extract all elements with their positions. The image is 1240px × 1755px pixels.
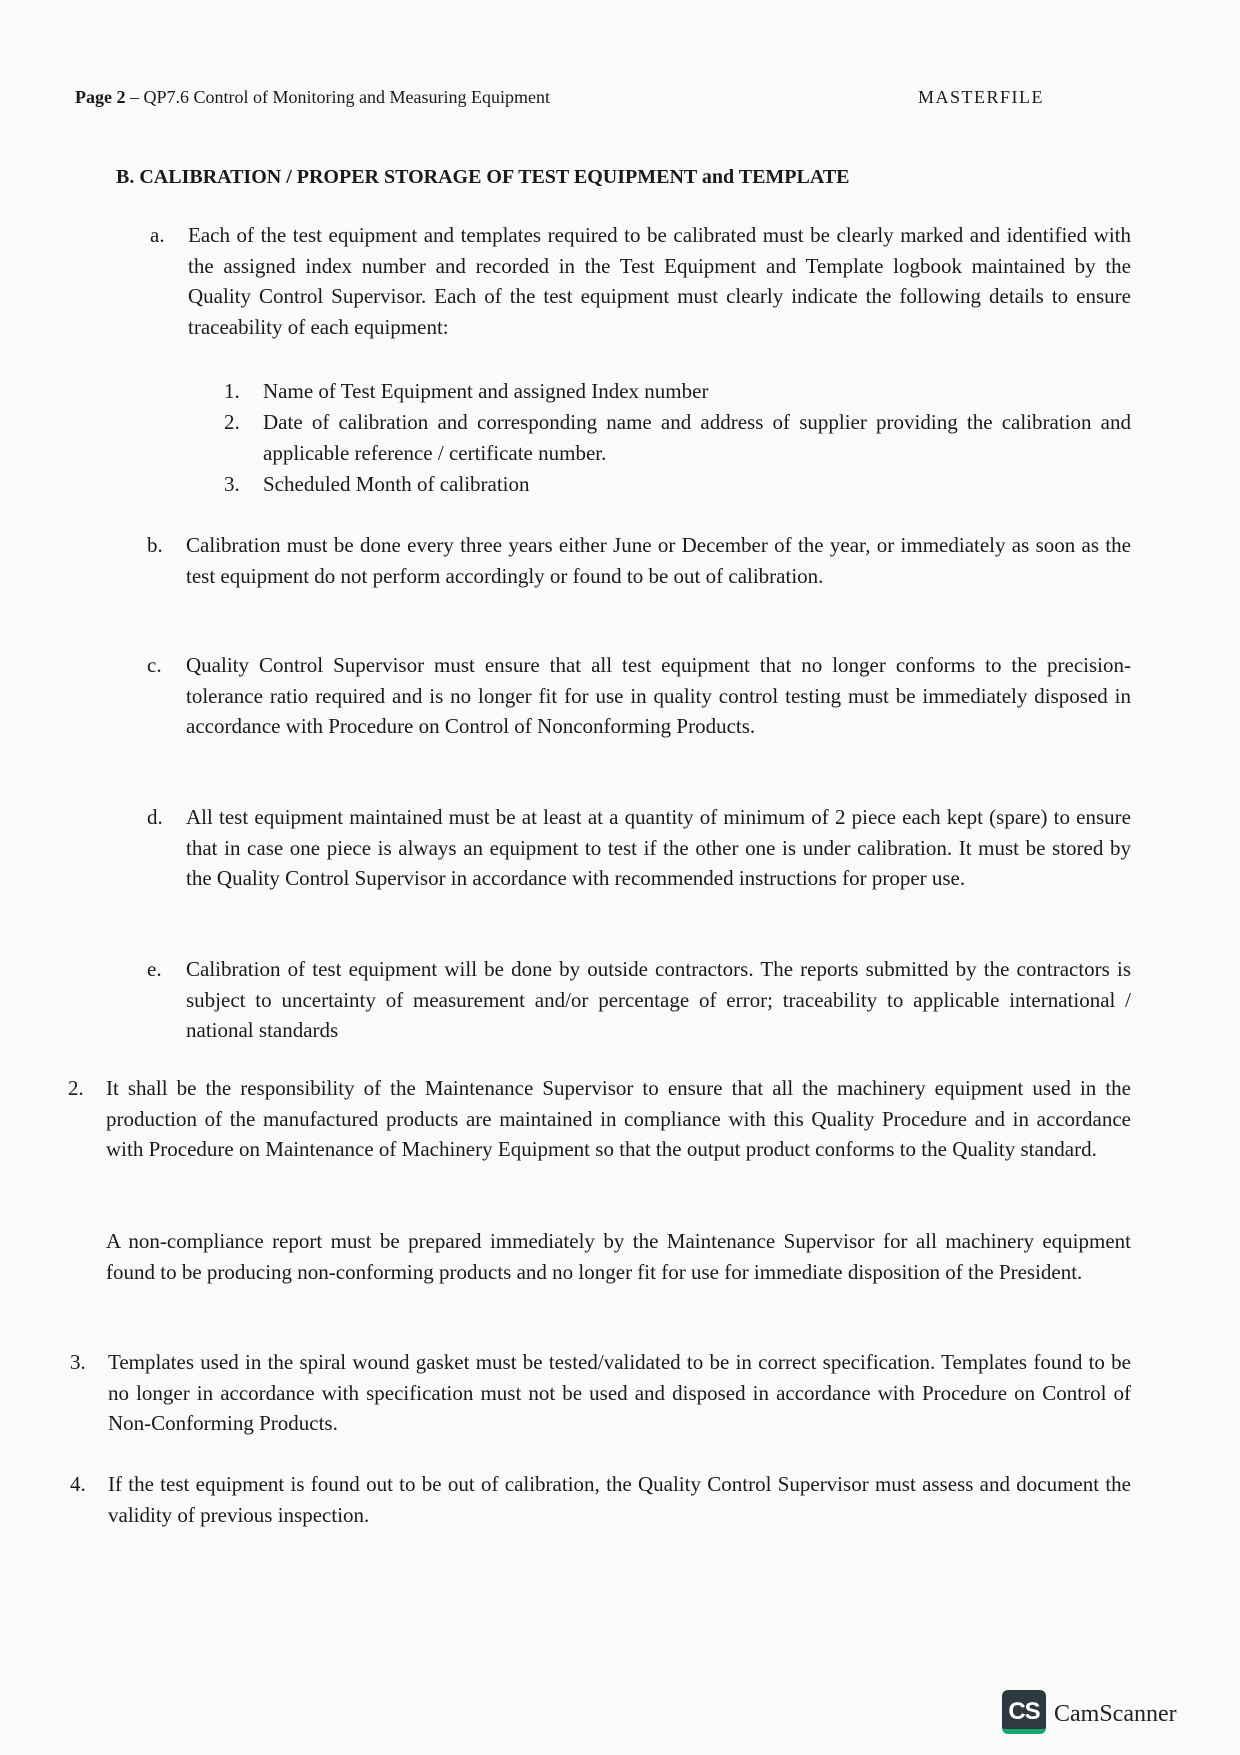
list-item-e [147, 954, 1131, 1046]
procedure-title: – QP7.6 Control of Monitoring and Measuring Equipment [125, 87, 550, 107]
item-marker: b. [147, 533, 163, 557]
numbered-item-3 [68, 1347, 1131, 1439]
item-marker: 2. [68, 1076, 84, 1100]
item-marker: 4. [70, 1472, 86, 1496]
item-marker: a. [150, 223, 165, 247]
item-text: If the test equipment is found out to be out of calibration, the Quality Control Supervisor must assess and document the validity of previous inspection. [108, 1472, 1131, 1527]
non-compliance-paragraph [106, 1226, 1131, 1287]
item-text: Scheduled Month of calibration [263, 472, 530, 496]
list-item-a [150, 220, 1131, 342]
item-text: Each of the test equipment and templates required to be calibrated must be clearly marked and identified with the assigned index number and recorded in the Test Equipment and Template logbook maintained by the Quality Control Supervisor. Each of the test equipment must clearly indicate the following details to ensure traceability of each equipment: [188, 223, 1131, 339]
page-header [75, 86, 550, 108]
item-marker: 3. [70, 1350, 86, 1374]
detail-item-3 [224, 469, 1131, 500]
item-text: Calibration must be done every three years either June or December of the year, or immediately as soon as the test equipment do not perform accordingly or found to be out of calibration. [186, 533, 1131, 588]
item-text: Name of Test Equipment and assigned Index number [263, 379, 709, 403]
item-text: Quality Control Supervisor must ensure that all test equipment that no longer conforms to the precision-tolerance ratio required and is no longer fit for use in quality control testing must be immediately disposed in accordance with Procedure on Control of Nonconforming Products. [186, 653, 1131, 738]
list-item-b [147, 530, 1131, 591]
list-item-d [147, 802, 1131, 894]
item-text: Date of calibration and corresponding name and address of supplier providing the calibration and applicable reference / certificate number. [263, 410, 1131, 465]
numbered-item-2 [68, 1073, 1131, 1165]
camscanner-logo-icon: CS [1002, 1690, 1046, 1734]
item-marker: 1. [224, 379, 240, 403]
camscanner-watermark: CamScanner [1054, 1701, 1177, 1727]
numbered-item-4 [68, 1469, 1131, 1530]
section-title: B. CALIBRATION / PROPER STORAGE OF TEST EQUIPMENT and TEMPLATE [116, 166, 850, 188]
item-marker: 2. [224, 410, 240, 434]
detail-item-2 [224, 407, 1131, 468]
item-marker: d. [147, 805, 163, 829]
item-marker: 3. [224, 472, 240, 496]
masterfile-stamp: MASTERFILE [918, 87, 1045, 107]
item-marker: e. [147, 957, 162, 981]
item-text: It shall be the responsibility of the Maintenance Supervisor to ensure that all the machinery equipment used in the production of the manufactured products are maintained in compliance with this Quality Procedure and in accordance with Procedure on Maintenance of Machinery Equipment so that the output product conforms to the Quality standard. [106, 1076, 1131, 1161]
list-item-c [147, 650, 1131, 742]
item-marker: c. [147, 653, 162, 677]
item-text: All test equipment maintained must be at least at a quantity of minimum of 2 piece each kept (spare) to ensure that in case one piece is always an equipment to test if the other one is under calibration. It must be stored by the Quality Control Supervisor in accordance with recommended instructions for proper use. [186, 805, 1131, 890]
detail-item-1 [224, 376, 1131, 407]
page-number: Page 2 [75, 87, 126, 107]
item-text: Templates used in the spiral wound gasket must be tested/validated to be in correct specification. Templates found to be no longer in accordance with specification must not be used and disposed in accordance with Procedure on Control of Non-Conforming Products. [108, 1350, 1131, 1435]
item-text: Calibration of test equipment will be done by outside contractors. The reports submitted by the contractors is subject to uncertainty of measurement and/or percentage of error; traceability to applicable international / national standards [186, 957, 1131, 1042]
item-text: A non-compliance report must be prepared immediately by the Maintenance Supervisor for all machinery equipment found to be producing non-conforming products and no longer fit for use for immediate disposition of the President. [106, 1229, 1131, 1284]
